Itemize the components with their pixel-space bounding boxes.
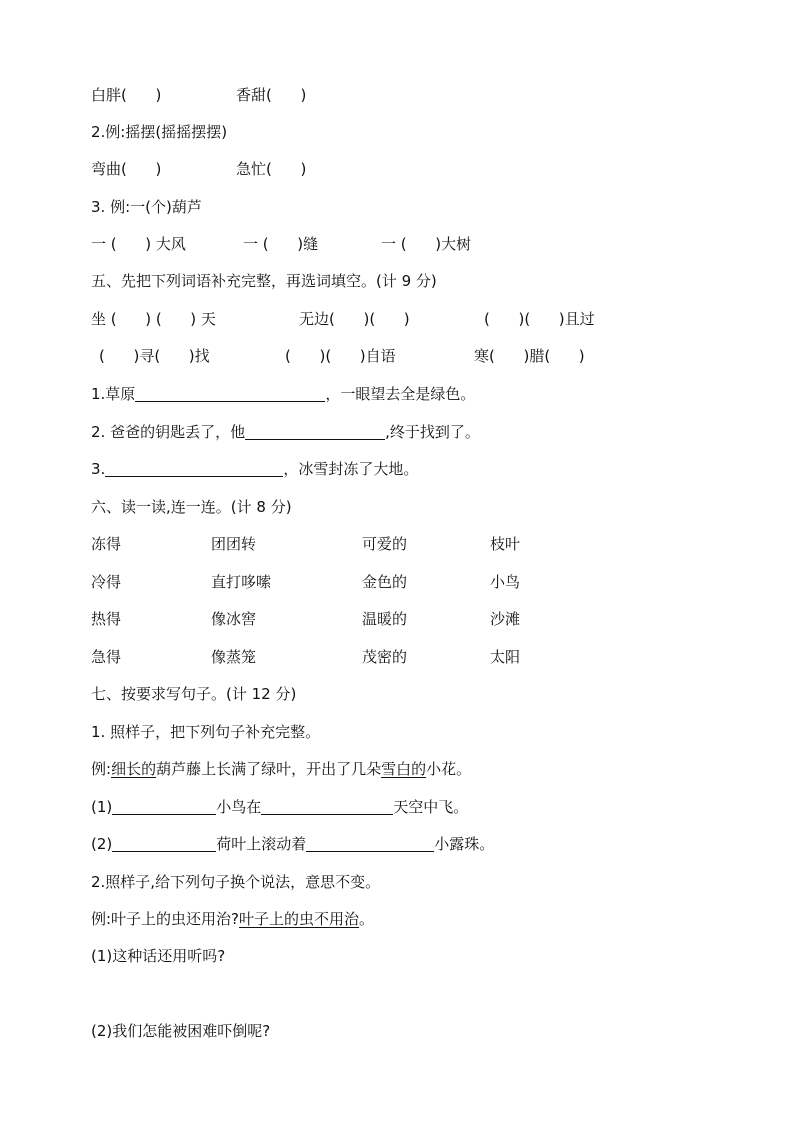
word-blank-baipang: 白胖( ) [91,86,162,104]
match-col2-item: 像冰窖 [211,610,257,628]
fill-blank-2[interactable] [245,423,385,440]
fill-blank-p2-2[interactable] [306,835,434,852]
measure-word-feng: 一 ( )缝 [243,235,319,253]
match-col2-item: 直打哆嗦 [211,573,272,591]
fill-blank-p2-1[interactable] [112,835,216,852]
convert-sentence-1: (1)这种话还用听吗? [91,947,226,965]
sentence-part: 荷叶上滚动着 [216,835,307,853]
match-col1-item: 冷得 [91,573,122,591]
match-col4-item: 太阳 [490,648,521,666]
example-prefix: 例: [91,760,112,778]
match-col3-item: 温暖的 [362,610,408,628]
fill-blank-3[interactable] [105,460,283,477]
fill-sentence-2 [91,422,480,442]
example-suffix: 。 [359,910,375,928]
question-7-1: 1. 照样子，把下列句子补充完整。 [91,723,321,741]
measure-word-dashu: 一 ( )大树 [381,235,472,253]
fill-sentence-3 [91,459,418,479]
example-prefix: 例:叶子上的虫还用治? [91,910,240,928]
match-col1-item: 急得 [91,648,122,666]
fill-blank-p1-2[interactable] [261,798,393,815]
match-col2-item: 团团转 [211,535,257,553]
practice-sentence-1 [91,797,468,817]
match-col3-item: 金色的 [362,573,408,591]
fill-sentence-2-end: ,终于找到了。 [385,423,480,441]
idiom-xunzhao: ( )寻( )找 [99,347,210,365]
example-middle: 葫芦藤上长满了绿叶，开出了几朵 [156,760,382,778]
item-number: (2) [91,835,113,853]
word-blank-wanqu: 弯曲( ) [91,160,162,178]
match-col4-item: 沙滩 [490,610,521,628]
sentence-part: 小露珠。 [434,835,495,853]
idiom-qieguo: ( )( )且过 [484,310,595,328]
match-col3-item: 可爱的 [362,535,408,553]
practice-sentence-2 [91,834,494,854]
fill-sentence-1 [91,384,475,404]
word-blank-jimang: 急忙( ) [236,160,307,178]
sentence-part: 小鸟在 [216,798,262,816]
idiom-zuo: 坐 ( ) ( ) 天 [91,310,216,328]
fill-sentence-2-start: 2. 爸爸的钥匙丢了，他 [91,423,246,441]
question-3-example: 3. 例:一(个)葫芦 [91,198,202,216]
underlined-answer: 叶子上的虫不用治 [239,910,360,928]
section-7-title: 七、按要求写句子。(计 12 分) [91,685,297,703]
idiom-hanla: 寒( )腊( ) [474,347,585,365]
fill-blank-1[interactable] [135,385,325,402]
underlined-word: 细长的 [111,760,157,778]
match-col4-item: 小鸟 [490,573,521,591]
idiom-wubian: 无边( )( ) [299,310,410,328]
example-sentence-1 [91,759,471,779]
word-blank-xiangtian: 香甜( ) [236,86,307,104]
example-suffix: 小花。 [426,760,472,778]
underlined-word: 雪白的 [381,760,427,778]
match-col2-item: 像蒸笼 [211,648,257,666]
match-col1-item: 热得 [91,610,122,628]
question-2-example: 2.例:摇摆(摇摇摆摆) [91,123,228,141]
question-7-2: 2.照样子,给下列句子换个说法，意思不变。 [91,873,381,891]
measure-word-dafeng: 一 ( ) 大风 [91,235,186,253]
match-col4-item: 枝叶 [490,535,521,553]
convert-sentence-2: (2)我们怎能被困难吓倒呢? [91,1022,271,1040]
example-sentence-2 [91,909,374,929]
section-6-title: 六、读一读,连一连。(计 8 分) [91,498,292,516]
match-col3-item: 茂密的 [362,648,408,666]
idiom-ziyu: ( )( )自语 [285,347,396,365]
match-col1-item: 冻得 [91,535,122,553]
fill-sentence-1-end: ，一眼望去全是绿色。 [325,385,476,403]
fill-sentence-3-end: ，冰雪封冻了大地。 [283,460,419,478]
section-5-title: 五、先把下列词语补充完整，再选词填空。(计 9 分) [91,272,437,290]
sentence-part: 天空中飞。 [393,798,469,816]
fill-sentence-1-start: 1.草原 [91,385,136,403]
item-number: (1) [91,798,113,816]
fill-blank-p1-1[interactable] [112,798,216,815]
fill-sentence-3-start: 3. [91,460,106,478]
